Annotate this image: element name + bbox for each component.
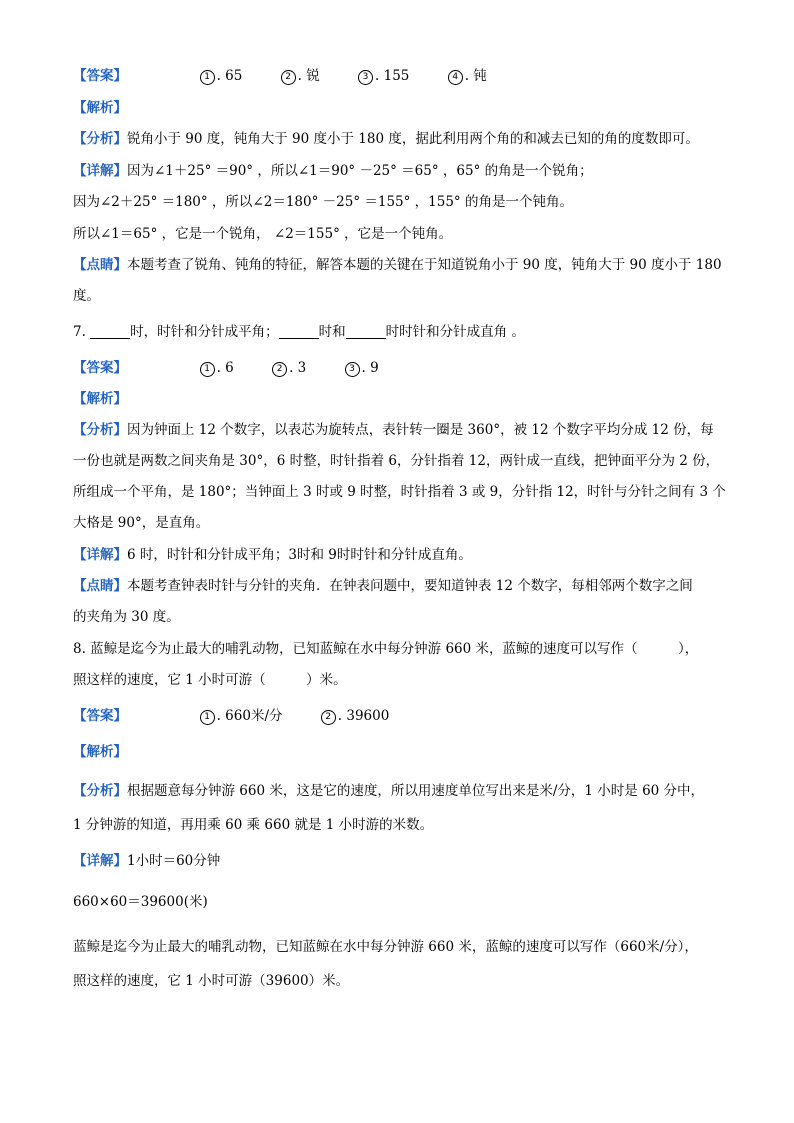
- q8-analysis-heading: 【解析】: [73, 744, 127, 760]
- q7-dianjing-1: 【点睛】本题考查钟表时针与分针的夹角．在钟表问题中，要知道钟表 12 个数字，每相邻两个数字之间: [73, 578, 693, 594]
- q7-dianjing-2: 的夹角为 30 度。: [73, 609, 180, 625]
- q6-option-3: 3 . 155: [358, 66, 409, 86]
- q7-option-1: 1 . 6: [200, 358, 234, 378]
- q7-fenxi-4: 大格是 90°，是直角。: [73, 515, 210, 531]
- q8-fenxi-1: 【分析】根据题意每分钟游 660 米，这是它的速度，所以用速度单位写出来是米/分，1 小时是 60 分中，: [73, 783, 705, 799]
- q6-analysis-heading: 【解析】: [73, 100, 127, 116]
- q8-stem-1: 8. 蓝鲸是迄今为止最大的哺乳动物，已知蓝鲸在水中每分钟游 660 米，蓝鲸的速度可以写作（ ），: [73, 641, 699, 657]
- q7-stem: 7. 时，时针和分针成平角； 时和 时时针和分针成直角 。: [73, 324, 525, 340]
- q7-detail: 【详解】6 时，时针和分针成平角；3时和 9时时针和分针成直角。: [73, 547, 472, 563]
- q8-answer-row: 【答案】 1 . 660米/分 2 . 39600: [73, 708, 390, 724]
- q8-option-1: 1 . 660米/分: [200, 706, 283, 726]
- q7-fenxi-2: 一份也就是两数之间夹角是 30°，6 时整，时针指着 6，分针指着 12，两针成一直线，把钟面平分为 2 份，: [73, 453, 720, 469]
- q6-option-2: 2 . 锐: [281, 66, 320, 86]
- q6-dianjing-1: 【点睛】本题考查了锐角、钝角的特征，解答本题的关键在于知道锐角小于 90 度，钝角大于 90 度小于 180: [73, 257, 722, 273]
- q8-final-1: 蓝鲸是迄今为止最大的哺乳动物，已知蓝鲸在水中每分钟游 660 米，蓝鲸的速度可以写作（660米/分），: [73, 939, 698, 955]
- q6-detail-1: 【详解】因为∠1＋25° ＝90° ，所以∠1＝90° －25° ＝65° ，65° 的角是一个锐角；: [73, 163, 593, 179]
- q7-blank-2: [279, 324, 319, 339]
- answer-tag: 【答案】: [73, 68, 127, 84]
- q6-answer-row: [73, 66, 754, 86]
- q8-option-2: 2 . 39600: [321, 706, 390, 726]
- q8-fenxi-2: 1 分钟游的知道，再用乘 60 乘 660 就是 1 小时游的米数。: [73, 817, 434, 833]
- q6-fenxi: 【分析】锐角小于 90 度，钝角大于 90 度小于 180 度，据此利用两个角的和减去已知的角的度数即可。: [73, 131, 699, 147]
- q6-dianjing-2: 度。: [73, 288, 100, 304]
- q7-option-2: 2 . 3: [272, 358, 306, 378]
- q6-detail-3: 所以∠1＝65° ，它是一个锐角， ∠2＝155° ，它是一个钝角。: [73, 226, 453, 242]
- q7-analysis-heading: 【解析】: [73, 391, 127, 407]
- q8-stem-2: 照这样的速度，它 1 小时可游（ ）米。: [73, 672, 347, 688]
- q6-detail-2: 因为∠2＋25° ＝180° ，所以∠2＝180° －25° ＝155° ，155° 的角是一个钝角。: [73, 194, 573, 210]
- q6-option-1: 1 . 65: [200, 66, 243, 86]
- q7-blank-3: [346, 324, 386, 339]
- q8-detail-2: 660×60＝39600(米): [73, 894, 208, 910]
- q6-option-4: 4 . 钝: [448, 66, 487, 86]
- q7-fenxi-1: 【分析】因为钟面上 12 个数字，以表芯为旋转点，表针转一圈是 360°，被 12 个数字平均分成 12 份，每: [73, 422, 714, 438]
- q7-option-3: 3 . 9: [345, 358, 379, 378]
- q7-blank-1: [90, 324, 130, 339]
- q8-final-2: 照这样的速度，它 1 小时可游（39600）米。: [73, 973, 350, 989]
- q7-answer-row: 【答案】 1 . 6 2 . 3 3 . 9: [73, 360, 379, 376]
- q7-fenxi-3: 所组成一个平角，是 180°；当钟面上 3 时或 9 时整，时针指着 3 或 9，分针指 12，时针与分针之间有 3 个: [73, 484, 726, 500]
- q8-detail-1: 【详解】1小时＝60分钟: [73, 853, 221, 869]
